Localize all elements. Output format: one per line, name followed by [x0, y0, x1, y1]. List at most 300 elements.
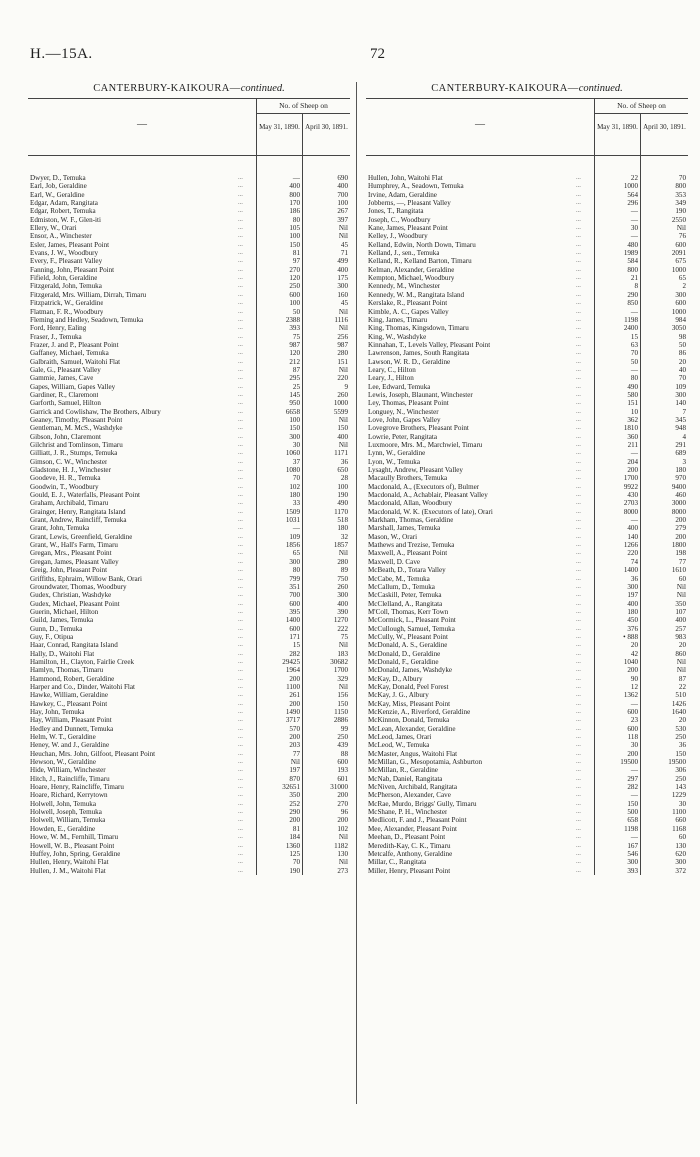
owner-name: Kerslake, R., Pleasant Point [368, 299, 448, 308]
owner-name: Gentleman, M. McS., Washdyke [30, 424, 123, 433]
leader-dots: ... [238, 791, 243, 799]
sheep-count-1891: 984 [675, 315, 686, 324]
owner-name: Flatman, F. R., Woodbury [30, 307, 104, 316]
table-row [28, 741, 350, 749]
owner-name: Garrick and Cowlishaw, The Brothers, Albury [30, 407, 161, 416]
owner-name: Ley, Thomas, Pleasant Point [368, 399, 449, 408]
owner-name: Howell, W. B., Pleasant Point [30, 841, 115, 850]
sheep-count-1890: — [630, 833, 638, 842]
sheep-count-1890: — [630, 307, 638, 316]
sheep-count-1890: 19500 [620, 758, 638, 767]
table-row [366, 808, 688, 816]
sheep-count-1890: 1198 [624, 315, 638, 324]
sheep-count-1890: — [630, 766, 638, 775]
leader-dots: ... [238, 699, 243, 707]
table-row [28, 691, 350, 699]
table-row [28, 316, 350, 324]
table-row [28, 308, 350, 316]
sheep-count-1890: 546 [627, 849, 638, 858]
sheep-count-1891: 75 [340, 632, 348, 641]
owner-name: Markham, Thomas, Geraldine [368, 516, 454, 525]
sheep-count-1891: 460 [675, 491, 686, 500]
table-row [28, 758, 350, 766]
sheep-count-1890: 1856 [285, 541, 300, 550]
sheep-count-1891: 256 [337, 332, 348, 341]
leader-dots: ... [238, 783, 243, 791]
sheep-count-1891: 987 [337, 340, 348, 349]
owner-name: Love, John, Gapes Valley [368, 415, 441, 424]
leader-dots: ... [576, 624, 581, 632]
leader-dots: ... [576, 466, 581, 474]
owner-name: Hammond, Robert, Geraldine [30, 674, 115, 683]
table-row [366, 458, 688, 466]
table-row [28, 616, 350, 624]
owner-name: McPherson, Alexander, Cave [368, 791, 451, 800]
leader-dots: ... [238, 482, 243, 490]
table-row [366, 549, 688, 557]
table-row [28, 683, 350, 691]
leader-dots: ... [576, 332, 581, 340]
leader-dots: ... [576, 841, 581, 849]
owner-name: Gudex, Michael, Pleasant Point [30, 599, 120, 608]
owner-name: Kennedy, W. M., Rangitata Island [368, 290, 465, 299]
sheep-count-1890: 150 [627, 799, 638, 808]
owner-name: McClelland, A., Rangitata [368, 599, 443, 608]
table-row [28, 658, 350, 666]
leader-dots: ... [576, 357, 581, 365]
sheep-count-1890: 102 [289, 482, 300, 491]
sheep-count-1890: 351 [289, 582, 300, 591]
owner-name: Dwyer, D., Temuka [30, 174, 86, 182]
sheep-count-1890: 1400 [623, 566, 638, 575]
leader-dots: ... [238, 249, 243, 257]
leader-dots: ... [238, 632, 243, 640]
sheep-count-1891: 291 [675, 441, 686, 449]
leader-dots: ... [238, 641, 243, 649]
owner-name: McDonald, A. S., Geraldine [368, 641, 448, 650]
leader-dots: ... [576, 774, 581, 782]
sheep-count-1891: 200 [337, 791, 348, 800]
table-row [366, 224, 688, 232]
right-table-body [366, 174, 688, 875]
leader-dots: ... [238, 574, 243, 582]
leader-dots: ... [238, 741, 243, 749]
table-row [366, 182, 688, 190]
owner-name: McCallum, D., Temuka [368, 582, 435, 591]
sheep-count-1890: 151 [627, 399, 638, 408]
sheep-count-1890: 212 [289, 357, 300, 366]
table-row [28, 449, 350, 457]
table-row [28, 666, 350, 674]
owner-name: Fifield, John, Geraldine [30, 274, 98, 283]
left-name-header: — [137, 119, 147, 130]
right-date1-header: May 31, 1890. [594, 113, 640, 155]
sheep-count-1890: 50 [292, 307, 300, 316]
owner-name: McKay, D., Albury [368, 674, 423, 683]
sheep-count-1891: 109 [675, 382, 686, 391]
owner-name: King, Thomas, Kingsdown, Timaru [368, 324, 469, 333]
table-row [366, 867, 688, 875]
sheep-count-1891: 175 [337, 274, 348, 283]
owner-name: Kelland, Edwin, North Down, Timaru [368, 240, 476, 249]
table-row [366, 333, 688, 341]
table-row [366, 842, 688, 850]
leader-dots: ... [576, 340, 581, 348]
leader-dots: ... [238, 599, 243, 607]
sheep-count-1891: 510 [675, 691, 686, 700]
sheep-count-1891: 198 [675, 549, 686, 558]
sheep-count-1890: 190 [289, 866, 300, 875]
owner-name: Hawkey, C., Pleasant Point [30, 699, 108, 708]
sheep-count-1890: 197 [627, 591, 638, 600]
owner-name: Ellery, W., Orari [30, 224, 77, 233]
leader-dots: ... [576, 349, 581, 357]
table-row [28, 625, 350, 633]
sheep-count-1890: 140 [627, 532, 638, 541]
table-row [366, 600, 688, 608]
sheep-count-1890: 97 [292, 257, 300, 266]
table-row [28, 816, 350, 824]
sheep-count-1891: 600 [675, 240, 686, 249]
sheep-count-1891: Nil [676, 224, 686, 233]
sheep-count-1891: Nil [676, 666, 686, 675]
sheep-count-1891: 270 [337, 799, 348, 808]
sheep-count-1891: 36 [340, 457, 348, 466]
leader-dots: ... [576, 607, 581, 615]
sheep-count-1891: 2550 [671, 215, 686, 224]
table-row [28, 600, 350, 608]
sheep-count-1890: 77 [292, 749, 300, 758]
leader-dots: ... [576, 699, 581, 707]
sheep-count-1890: 23 [630, 716, 638, 725]
page-header [30, 46, 670, 66]
leader-dots: ... [238, 424, 243, 432]
sheep-count-1890: 290 [289, 808, 300, 817]
sheep-count-1890: 360 [627, 432, 638, 441]
table-row [28, 199, 350, 207]
sheep-count-1891: 89 [340, 566, 348, 575]
leader-dots: ... [238, 299, 243, 307]
table-row [28, 842, 350, 850]
table-row [28, 750, 350, 758]
table-row [28, 399, 350, 407]
leader-dots: ... [576, 390, 581, 398]
sheep-count-1890: 80 [292, 566, 300, 575]
table-row [28, 349, 350, 357]
leader-dots: ... [576, 324, 581, 332]
sheep-count-1890: 987 [289, 340, 300, 349]
leader-dots: ... [576, 174, 581, 181]
owner-name: Groundwater, Thomas, Woodbury [30, 582, 127, 591]
leader-dots: ... [238, 215, 243, 223]
table-row [366, 825, 688, 833]
leader-dots: ... [576, 716, 581, 724]
sheep-count-1891: 30682 [330, 657, 348, 666]
sheep-count-1891: 200 [337, 816, 348, 825]
table-row [366, 708, 688, 716]
leader-dots: ... [576, 207, 581, 215]
sheep-count-1891: 70 [678, 174, 686, 182]
sheep-count-1890: 9922 [623, 482, 638, 491]
sheep-count-1891: 600 [337, 758, 348, 767]
table-row [366, 416, 688, 424]
sheep-count-1890: 100 [289, 299, 300, 308]
sheep-count-1890: 120 [289, 349, 300, 358]
owner-name: Lawson, W. R. D., Geraldine [368, 357, 451, 366]
sheep-count-1890: 211 [627, 441, 638, 449]
owner-name: Kelland, J., sen., Temuka [368, 249, 440, 258]
sheep-count-1890: 200 [289, 699, 300, 708]
table-row [366, 725, 688, 733]
sheep-count-1891: 130 [337, 849, 348, 858]
sheep-count-1890: 400 [627, 524, 638, 533]
table-row [28, 591, 350, 599]
table-row [28, 524, 350, 532]
owner-name: Maxwell, D. Cave [368, 557, 421, 566]
owner-name: McMillan, R., Geraldine [368, 766, 438, 775]
sheep-count-1890: 109 [289, 532, 300, 541]
sheep-count-1891: 220 [337, 374, 348, 383]
owner-name: McLean, Alexander, Geraldine [368, 724, 456, 733]
sheep-count-1891: 30 [678, 799, 686, 808]
leader-dots: ... [576, 682, 581, 690]
sheep-count-1890: 1100 [286, 682, 300, 691]
owner-name: McKay, J. G., Albury [368, 691, 429, 700]
owner-name: Gunn, D., Temuka [30, 624, 83, 633]
sheep-count-1890: 2400 [623, 324, 638, 333]
right-title-text: CANTERBURY-KAIKOURA— [431, 83, 579, 94]
owner-name: Gammie, James, Cave [30, 374, 94, 383]
sheep-count-1890: 70 [292, 858, 300, 867]
owner-name: Medlicott, F. and J., Pleasant Point [368, 816, 467, 825]
sheep-count-1890: — [292, 174, 300, 182]
owner-name: Fitzgerald, Mrs. William, Dirrah, Timaru [30, 290, 147, 299]
sheep-count-1891: 102 [337, 824, 348, 833]
sheep-count-1890: 30 [630, 741, 638, 750]
leader-dots: ... [576, 849, 581, 857]
owner-name: Fitzgerald, John, Temuka [30, 282, 102, 291]
sheep-count-1890: 395 [289, 607, 300, 616]
owner-name: Kimble, A. C., Gapes Valley [368, 307, 449, 316]
table-row [28, 241, 350, 249]
right-column [366, 82, 688, 875]
sheep-count-1891: 88 [340, 749, 348, 758]
sheep-count-1890: 600 [289, 624, 300, 633]
sheep-count-1891: 675 [675, 257, 686, 266]
leader-dots: ... [576, 632, 581, 640]
table-row [366, 383, 688, 391]
sheep-count-1891: 60 [678, 833, 686, 842]
sheep-count-1891: Nil [338, 324, 348, 333]
sheep-count-1890: 270 [289, 265, 300, 274]
sheep-count-1890: 37 [292, 457, 300, 466]
leader-dots: ... [576, 591, 581, 599]
table-row [28, 441, 350, 449]
sheep-count-1890: 282 [289, 649, 300, 658]
sheep-count-1890: 32651 [282, 783, 300, 792]
owner-name: Luxmoore, Mrs. M., Marchwiel, Timaru [368, 441, 483, 449]
sheep-count-1891: 530 [675, 724, 686, 733]
sheep-count-1890: 1509 [285, 507, 300, 516]
sheep-count-1890: 150 [289, 240, 300, 249]
sheep-count-1890: 63 [630, 340, 638, 349]
table-row [366, 691, 688, 699]
sheep-count-1891: 948 [675, 424, 686, 433]
owner-name: Hitch, J., Raincliffe, Timaru [30, 774, 110, 783]
sheep-count-1891: 100 [337, 199, 348, 208]
table-row [366, 483, 688, 491]
leader-dots: ... [576, 282, 581, 290]
owner-name: McDonald, James, Washdyke [368, 666, 453, 675]
left-table-body [28, 174, 350, 875]
table-row [366, 558, 688, 566]
sheep-count-1891: 250 [337, 733, 348, 742]
sheep-count-1891: 190 [675, 207, 686, 216]
owner-name: Meehan, D., Pleasant Point [368, 833, 446, 842]
sheep-count-1891: 400 [337, 265, 348, 274]
sheep-count-1891: 620 [675, 849, 686, 858]
owner-name: Holwell, John, Temuka [30, 799, 96, 808]
table-row [28, 266, 350, 274]
leader-dots: ... [576, 824, 581, 832]
left-table-header [28, 98, 350, 156]
sheep-count-1891: 3050 [671, 324, 686, 333]
leader-dots: ... [238, 240, 243, 248]
sheep-count-1891: Nil [338, 682, 348, 691]
leader-dots: ... [238, 549, 243, 557]
table-row [28, 383, 350, 391]
sheep-count-1891: 1171 [334, 449, 348, 458]
sheep-count-1891: 87 [678, 674, 686, 683]
leader-dots: ... [238, 365, 243, 373]
sheep-count-1891: 151 [337, 357, 348, 366]
sheep-count-1890: 120 [289, 274, 300, 283]
owner-name: Earl, Job, Geraldine [30, 182, 87, 191]
sheep-count-1891: 190 [337, 491, 348, 500]
table-row [366, 758, 688, 766]
sheep-count-1891: 28 [340, 474, 348, 483]
table-row [366, 850, 688, 858]
table-row [366, 191, 688, 199]
owner-name: McNiven, Archibald, Rangitata [368, 783, 458, 792]
leader-dots: ... [238, 182, 243, 190]
sheep-count-1891: 600 [675, 299, 686, 308]
sheep-count-1891: 86 [678, 349, 686, 358]
sheep-count-1890: 22 [630, 174, 638, 182]
leader-dots: ... [576, 532, 581, 540]
sheep-count-1890: 200 [627, 466, 638, 475]
leader-dots: ... [576, 557, 581, 565]
table-row [366, 516, 688, 524]
leader-dots: ... [576, 516, 581, 524]
owner-name: Lewis, Joseph, Blaunant, Winchester [368, 390, 473, 399]
owner-name: Fraser, J., Temuka [30, 332, 82, 341]
sheep-count-1890: 564 [627, 190, 638, 199]
table-row [28, 675, 350, 683]
table-row [366, 750, 688, 758]
sheep-count-1890: 10 [630, 407, 638, 416]
sheep-count-1891: 1116 [334, 315, 348, 324]
leader-dots: ... [576, 574, 581, 582]
leader-dots: ... [576, 733, 581, 741]
table-row [366, 199, 688, 207]
sheep-count-1890: 600 [627, 724, 638, 733]
sheep-count-1890: 430 [627, 491, 638, 500]
sheep-count-1891: 280 [337, 557, 348, 566]
sheep-count-1891: 1640 [671, 708, 686, 716]
leader-dots: ... [238, 324, 243, 332]
owner-name: Miller, Henry, Pleasant Point [368, 866, 451, 875]
table-row [28, 207, 350, 215]
table-row [28, 533, 350, 541]
owner-name: Jones, T., Rangitata [368, 207, 424, 216]
sheep-count-1890: 1000 [623, 182, 638, 191]
sheep-count-1890: 74 [630, 557, 638, 566]
sheep-count-1890: 171 [289, 632, 300, 641]
owner-name: McShane, P. H., Winchester [368, 808, 448, 817]
table-row [366, 491, 688, 499]
sheep-count-1890: 80 [630, 374, 638, 383]
leader-dots: ... [576, 549, 581, 557]
table-row [366, 308, 688, 316]
leader-dots: ... [238, 624, 243, 632]
owner-name: Ford, Henry, Ealing [30, 324, 87, 333]
table-row [366, 533, 688, 541]
sheep-count-1891: Nil [338, 415, 348, 424]
sheep-count-1890: 300 [289, 557, 300, 566]
table-row [366, 766, 688, 774]
sheep-count-1891: 20 [678, 716, 686, 725]
leader-dots: ... [238, 541, 243, 549]
owner-name: Gilliatt, J. R., Stumps, Temuka [30, 449, 118, 458]
owner-name: Howden, E., Geraldine [30, 824, 96, 833]
left-title-text: CANTERBURY-KAIKOURA— [93, 83, 241, 94]
sheep-count-1891: 2 [682, 282, 686, 291]
table-row [28, 700, 350, 708]
owner-name: Macaully Brothers, Temuka [368, 474, 448, 483]
owner-name: Guy, F., Otipua [30, 632, 74, 641]
table-row [28, 808, 350, 816]
sheep-count-1891: 400 [675, 616, 686, 625]
owner-name: Frazer, J. and P., Pleasant Point [30, 340, 119, 349]
sheep-count-1891: 77 [678, 557, 686, 566]
leader-dots: ... [576, 374, 581, 382]
sheep-count-1890: • 888 [623, 632, 638, 641]
leader-dots: ... [576, 816, 581, 824]
owner-name: Howe, W. M., Fernhill, Timaru [30, 833, 119, 842]
sheep-count-1891: 71 [340, 249, 348, 258]
leader-dots: ... [576, 708, 581, 715]
leader-dots: ... [238, 816, 243, 824]
sheep-count-1891: 800 [675, 182, 686, 191]
leader-dots: ... [576, 249, 581, 257]
table-row [366, 474, 688, 482]
leader-dots: ... [576, 524, 581, 532]
table-row [366, 441, 688, 449]
table-row [366, 524, 688, 532]
leader-dots: ... [238, 307, 243, 315]
owner-name: Edmiston, W. F., Glen-iti [30, 215, 101, 224]
sheep-count-1891: 9 [344, 382, 348, 391]
table-row [366, 733, 688, 741]
sheep-count-1890: 800 [627, 265, 638, 274]
sheep-count-1890: 480 [627, 240, 638, 249]
sheep-count-1890: 30 [630, 224, 638, 233]
owner-name: Lysaght, Andrew, Pleasant Valley [368, 466, 463, 475]
sheep-count-1890: 870 [289, 774, 300, 783]
owner-name: Hewson, W., Geraldine [30, 758, 96, 767]
owner-name: McLeod, James, Orari [368, 733, 432, 742]
